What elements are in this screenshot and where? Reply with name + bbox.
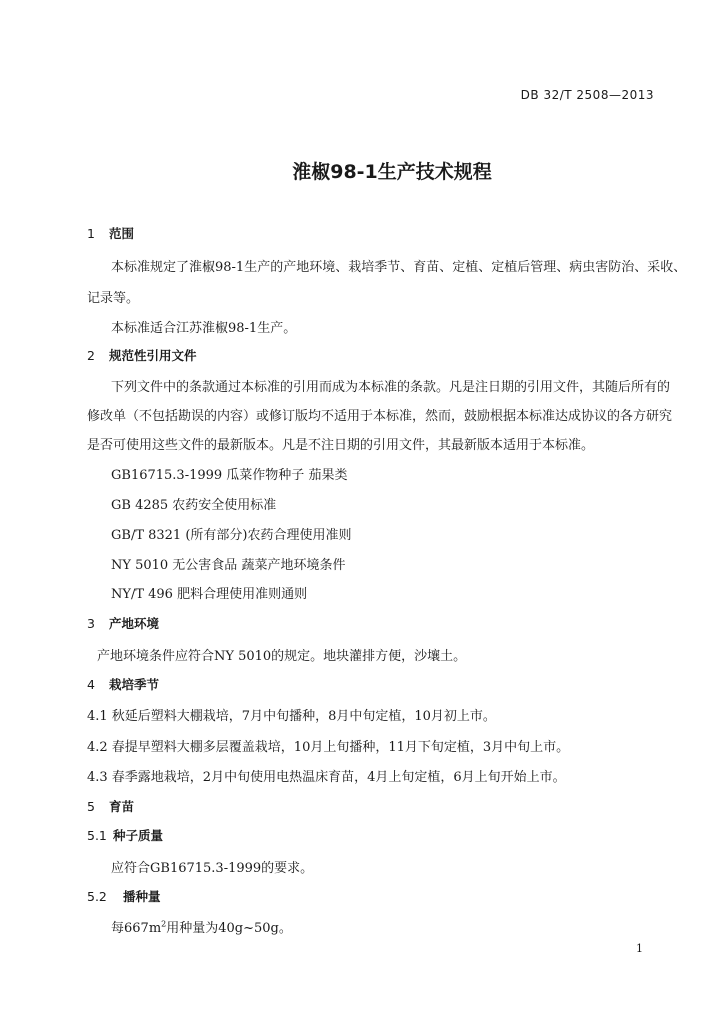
paragraph-line: 本标准适合江苏淮椒98-1生产。 xyxy=(111,321,297,336)
text-fragment: 用种量为40g~50g。 xyxy=(166,921,292,936)
clause-item: 4.2 春提早塑料大棚多层覆盖栽培，10月上旬播种，11月下旬定植，3月中旬上市。 xyxy=(87,740,570,755)
section-title: 规范性引用文件 xyxy=(109,348,197,363)
reference-item: GB 4285 农药安全使用标准 xyxy=(111,498,277,513)
paragraph-line: 下列文件中的条款通过本标准的引用而成为本标准的条款。凡是注日期的引用文件，其随后所有的 xyxy=(111,380,671,395)
subsection-number: 5.1 xyxy=(87,828,107,843)
reference-item: GB16715.3-1999 瓜菜作物种子 茄果类 xyxy=(111,468,348,483)
subsection-title: 种子质量 xyxy=(113,828,164,843)
subsection-heading-5-1 xyxy=(87,826,163,844)
section-number: 3 xyxy=(87,616,95,631)
standard-number: DB 32/T 2508—2013 xyxy=(520,88,654,102)
section-number: 2 xyxy=(87,348,95,363)
section-title: 育苗 xyxy=(109,799,135,814)
section-title: 栽培季节 xyxy=(109,677,160,692)
section-title: 范围 xyxy=(109,226,135,241)
section-heading-1 xyxy=(87,224,134,242)
superscript: 2 xyxy=(161,919,167,929)
paragraph-line: 产地环境条件应符合NY 5010的规定。地块灌排方便，沙壤土。 xyxy=(97,649,467,664)
section-heading-3 xyxy=(87,614,159,632)
paragraph-line: 应符合GB16715.3-1999的要求。 xyxy=(111,861,314,876)
reference-item: NY/T 496 肥料合理使用准则通则 xyxy=(111,587,308,602)
paragraph-line: 是否可使用这些文件的最新版本。凡是不注日期的引用文件，其最新版本适用于本标准。 xyxy=(87,438,595,453)
section-title: 产地环境 xyxy=(109,616,160,631)
section-number: 5 xyxy=(87,799,95,814)
reference-item: GB/T 8321 (所有部分)农药合理使用准则 xyxy=(111,528,352,543)
section-heading-5 xyxy=(87,797,134,815)
clause-item: 4.3 春季露地栽培，2月中旬使用电热温床育苗，4月上旬定植，6月上旬开始上市。 xyxy=(87,770,566,785)
paragraph-line: 记录等。 xyxy=(87,291,140,306)
subsection-title: 播种量 xyxy=(123,889,161,904)
section-heading-2 xyxy=(87,346,197,364)
page-number: 1 xyxy=(636,942,643,955)
clause-item: 4.1 秋延后塑料大棚栽培，7月中旬播种，8月中旬定植，10月初上市。 xyxy=(87,709,496,724)
paragraph-line: 本标准规定了淮椒98-1生产的产地环境、栽培季节、育苗、定植、定植后管理、病虫害防治、采收、 xyxy=(111,260,687,275)
paragraph-line xyxy=(111,917,292,936)
text-fragment: 每667m xyxy=(111,921,162,936)
subsection-heading-5-2 xyxy=(87,887,161,905)
section-number: 1 xyxy=(87,226,95,241)
reference-item: NY 5010 无公害食品 蔬菜产地环境条件 xyxy=(111,558,346,573)
section-heading-4 xyxy=(87,675,159,693)
paragraph-line: 修改单（不包括勘误的内容）或修订版均不适用于本标准，然而，鼓励根据本标准达成协议的各方研究 xyxy=(87,409,673,424)
subsection-number: 5.2 xyxy=(87,889,107,904)
section-number: 4 xyxy=(87,677,95,692)
document-title: 淮椒98-1生产技术规程 xyxy=(292,161,492,183)
